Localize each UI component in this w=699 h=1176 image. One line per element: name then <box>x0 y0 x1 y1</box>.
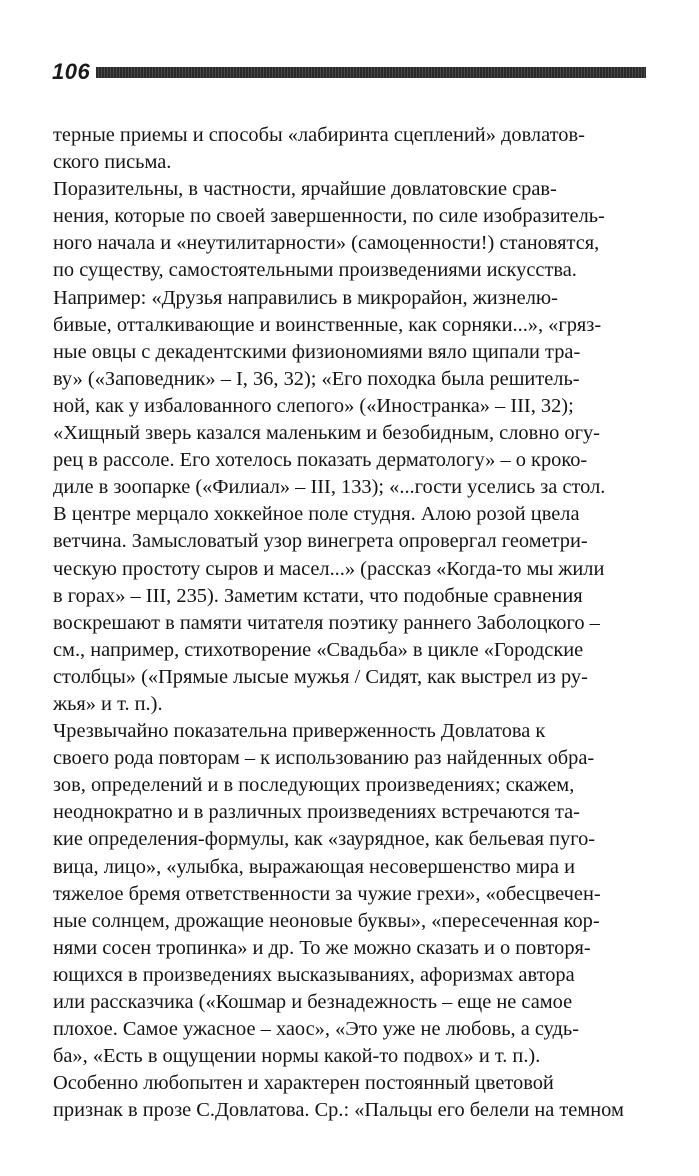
page-number: 106 <box>52 59 91 84</box>
paragraph-5: Особенно любопытен и характерен постоянный цветовой признак в прозе С.Довлатова. Ср.: «Пальцы его белели на темном <box>53 1072 624 1122</box>
paragraph-4: Чрезвычайно показательна приверженность Довлатова к своего рода повторам – к использованию раз найденных обра- зов, определений и в последующих произведениях; скажем, неоднократно и в различных произведениях встречаются та- кие определения-формулы, как «заурядное, как бельевая пуго- вица, лицо», «улыбка, выражающая несовершенство мира и тяжелое бремя ответственности за чужие грехи», «обесцвечен- ные солнцем, дрожащие неоновые буквы», «пересеченная кор- нями сосен тропинка» и др. То же можно сказать и о повторя- ющихся в произведениях высказываниях, афоризмах автора или рассказчика («Кошмар и безнадежность – еще не самое плохое. Самое ужасное – хаос», «Это уже не любовь, а судь- ба», «Есть в ощущении нормы какой-то подвох» и т. п.). <box>53 720 601 1068</box>
paragraph-1: терные приемы и способы «лабиринта сцеплений» довлатов- ского письма. <box>53 124 585 174</box>
header-rule <box>96 67 646 78</box>
paragraph-3: Например: «Друзья направились в микрорайон, жизнелю- бивые, отталкивающие и воинственные, как сорняки...», «гряз- ные овцы с декадентскими физиономиями вяло щипали тра- ву» («Заповедник» – I, 36, 32); «Его походка была решитель- ной, как у избалованного слепого» («Иностранка» – III, 32); «Хищный зверь казался маленьким и безобидным, словно огу- рец в рассоле. Его хотелось показать дерматологу» – о кроко- диле в зоопарке («Филиал» – III, 133); «...гости уселись за стол. В центре мерцало хоккейное поле студня. Алою розой цвела ветчина. Замысловатый узор винегрета опровергал геометри- ческую простоту сыров и масел...» (рассказ «Когда-то мы жили в горах» – III, 235). Заметим кстати, что подобные сравнения воскрешают в памяти читателя поэтику раннего Заболоцкого – см., например, стихотворение «Свадьба» в цикле «Городские столбцы» («Прямые лысые мужья / Сидят, как выстрел из ру- жья» и т. п.). <box>53 286 606 715</box>
paragraph-2: Поразительны, в частности, ярчайшие довлатовские срав- нения, которые по своей завершенности, по силе изобразитель- ного начала и «неутилитарности» (самоценности!) становятся, по существу, самостоятельными произведениями искусства. <box>53 178 605 282</box>
body-text <box>53 122 647 1124</box>
page-header <box>52 58 646 86</box>
